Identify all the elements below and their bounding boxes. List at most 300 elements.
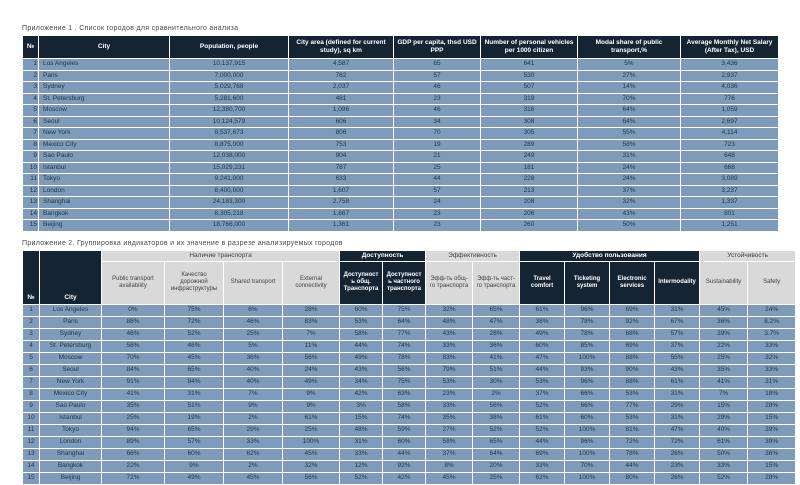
- city-name: Shanghai: [40, 448, 102, 460]
- cell: 48%: [340, 424, 383, 436]
- cell: 93%: [565, 364, 610, 376]
- cell: 77%: [610, 400, 655, 412]
- cell: 10,137,915: [170, 59, 289, 71]
- column-header: Intermodality: [655, 261, 700, 304]
- cell: 25%: [473, 472, 520, 484]
- cell: 52%: [520, 424, 565, 436]
- cell: 59%: [383, 424, 426, 436]
- column-header: Эфф-ть общ-го транспорта: [426, 261, 473, 304]
- cell: 66%: [102, 448, 165, 460]
- cell: 62%: [224, 448, 283, 460]
- column-header: Доступность частного транспорта: [383, 261, 426, 304]
- table-row: [23, 105, 779, 117]
- cell: 46: [394, 105, 481, 117]
- cell: 3,436: [681, 59, 779, 71]
- cell: 1,251: [681, 220, 779, 232]
- table-row: [23, 460, 796, 472]
- cell: 44%: [340, 340, 383, 352]
- cell: 633: [289, 174, 394, 186]
- cell: 64%: [383, 316, 426, 328]
- cell: 787: [289, 162, 394, 174]
- cell: 15%: [340, 412, 383, 424]
- cell: 53%: [610, 412, 655, 424]
- cell: 84%: [165, 376, 224, 388]
- cell: 19: [394, 139, 481, 151]
- row-number: 5: [23, 105, 39, 117]
- cell: 61%: [283, 412, 340, 424]
- table-row: [23, 388, 796, 400]
- cell: 38%: [520, 316, 565, 328]
- column-header: Safety: [748, 261, 796, 304]
- column-header: Travel comfort: [520, 261, 565, 304]
- city-name: New York: [40, 376, 102, 388]
- table-row: [23, 412, 796, 424]
- row-number: 10: [23, 162, 39, 174]
- cell: 57%: [165, 436, 224, 448]
- cell: 49%: [283, 376, 340, 388]
- cell: 0%: [102, 304, 165, 316]
- city-name: Sydney: [39, 82, 170, 94]
- cell: 72%: [610, 436, 655, 448]
- column-header: Эфф-ть част-го транспорта: [473, 261, 520, 304]
- cell: 57%: [655, 328, 700, 340]
- cell: 530: [481, 70, 578, 82]
- cell: 28%: [283, 304, 340, 316]
- row-number: 7: [23, 376, 40, 388]
- cell: 25%: [700, 352, 748, 364]
- cell: 18%: [748, 388, 796, 400]
- cell: 31%: [340, 436, 383, 448]
- cell: 58%: [383, 400, 426, 412]
- cell: 65%: [165, 424, 224, 436]
- cell: 43%: [655, 364, 700, 376]
- cell: 47%: [473, 316, 520, 328]
- cell: 12,380,700: [170, 105, 289, 117]
- cell: 33%: [426, 400, 473, 412]
- cell: 1,361: [289, 220, 394, 232]
- cell: 249: [481, 151, 578, 163]
- cell: 44%: [383, 448, 426, 460]
- cell: 15%: [748, 460, 796, 472]
- cell: 2%: [224, 412, 283, 424]
- cell: 77%: [383, 328, 426, 340]
- cell: 8,537,673: [170, 128, 289, 140]
- table-row: [23, 436, 796, 448]
- cell: 9%: [224, 400, 283, 412]
- cell: 60%: [165, 448, 224, 460]
- cell: 305: [481, 128, 578, 140]
- cell: 56%: [283, 472, 340, 484]
- cell: 39%: [748, 424, 796, 436]
- cell: 42%: [340, 388, 383, 400]
- cell: 2%: [224, 460, 283, 472]
- cell: 23%: [655, 460, 700, 472]
- row-number: 1: [23, 59, 39, 71]
- cell: 36%: [473, 340, 520, 352]
- group-header: Наличие транспорта: [102, 250, 340, 261]
- cell: 4,587: [289, 59, 394, 71]
- city-name: Tokyo: [39, 174, 170, 186]
- column-header-city: City: [40, 250, 102, 304]
- cell: 41%: [473, 352, 520, 364]
- cell: 753: [289, 139, 394, 151]
- cell: 8%: [426, 460, 473, 472]
- cell: 1,867: [289, 208, 394, 220]
- cell: 33%: [224, 436, 283, 448]
- cell: 83%: [283, 316, 340, 328]
- cell: 52%: [165, 328, 224, 340]
- cell: 23: [394, 208, 481, 220]
- cell: 723: [681, 139, 779, 151]
- cell: 56%: [283, 352, 340, 364]
- cell: 3.7%: [748, 328, 796, 340]
- cell: 84%: [102, 364, 165, 376]
- cell: 7%: [700, 388, 748, 400]
- row-number: 11: [23, 174, 39, 186]
- table-row: [23, 185, 779, 197]
- cell: 31%: [748, 376, 796, 388]
- column-header: Качество дорожной инфраструктуры: [165, 261, 224, 304]
- cell: 46: [394, 82, 481, 94]
- table-row: [23, 208, 779, 220]
- cell: 57: [394, 70, 481, 82]
- cell: 19%: [165, 412, 224, 424]
- cell: 33%: [426, 340, 473, 352]
- column-header: Number of personal vehicles per 1000 citizen: [481, 36, 578, 59]
- cell: 52%: [700, 472, 748, 484]
- cell: 5,281,600: [170, 93, 289, 105]
- cell: 25%: [102, 412, 165, 424]
- cell: 91%: [102, 376, 165, 388]
- cell: 31%: [655, 388, 700, 400]
- cell: 606: [289, 116, 394, 128]
- cell: 806: [289, 128, 394, 140]
- cell: 33%: [748, 364, 796, 376]
- cell: 70%: [102, 352, 165, 364]
- cell: 15,029,231: [170, 162, 289, 174]
- indicators-table: [22, 250, 796, 485]
- cell: 53%: [426, 376, 473, 388]
- cell: 33%: [520, 460, 565, 472]
- city-name: Beijing: [40, 472, 102, 484]
- row-number: 6: [23, 364, 40, 376]
- city-name: New York: [39, 128, 170, 140]
- cell: 85%: [565, 340, 610, 352]
- cell: 228: [481, 174, 578, 186]
- cell: 68%: [610, 328, 655, 340]
- cell: 1,096: [289, 105, 394, 117]
- table-row: [23, 128, 779, 140]
- column-header: Average Monthly Net Salary (After Tax), USD: [681, 36, 779, 59]
- cell: 34%: [340, 376, 383, 388]
- row-number: 4: [23, 340, 40, 352]
- cell: 27%: [426, 424, 473, 436]
- table-row: [23, 174, 779, 186]
- cell: 28%: [748, 472, 796, 484]
- cell: 58%: [426, 436, 473, 448]
- cell: 10,124,579: [170, 116, 289, 128]
- cell: 44%: [520, 436, 565, 448]
- table-row: [23, 352, 796, 364]
- row-number: 5: [23, 352, 40, 364]
- cities-table: [22, 35, 779, 232]
- cell: 64%: [578, 116, 681, 128]
- cell: 65%: [473, 304, 520, 316]
- cell: 801: [681, 208, 779, 220]
- cell: 31%: [655, 304, 700, 316]
- cell: 308: [481, 116, 578, 128]
- cell: 6%: [224, 304, 283, 316]
- cell: 96%: [565, 376, 610, 388]
- cell: 1,607: [289, 185, 394, 197]
- column-header: Shared transport: [224, 261, 283, 304]
- city-name: Moscow: [39, 105, 170, 117]
- cell: 72%: [102, 472, 165, 484]
- cell: 96%: [565, 436, 610, 448]
- row-number: 12: [23, 185, 39, 197]
- cell: 69%: [610, 340, 655, 352]
- cell: 26%: [655, 472, 700, 484]
- cell: 8.2%: [748, 316, 796, 328]
- cell: 52%: [340, 472, 383, 484]
- cell: 47%: [520, 352, 565, 364]
- row-number: 1: [23, 304, 40, 316]
- cell: 40%: [700, 424, 748, 436]
- cell: 316: [481, 105, 578, 117]
- cell: 15%: [748, 412, 796, 424]
- cell: 208: [481, 197, 578, 209]
- cell: 14%: [578, 82, 681, 94]
- cell: 641: [481, 59, 578, 71]
- table-row: [23, 364, 796, 376]
- cell: 41%: [102, 388, 165, 400]
- column-header: Ticketing system: [565, 261, 610, 304]
- cell: 65: [394, 59, 481, 71]
- cell: 58%: [578, 139, 681, 151]
- cell: 100%: [283, 436, 340, 448]
- slide-content: [22, 25, 798, 485]
- cell: 319: [481, 93, 578, 105]
- cell: 88%: [102, 316, 165, 328]
- cell: 2%: [473, 388, 520, 400]
- cell: 33%: [700, 460, 748, 472]
- cell: 79%: [426, 364, 473, 376]
- cell: 56%: [473, 400, 520, 412]
- group-header-row: [23, 250, 796, 261]
- cell: 12,038,000: [170, 151, 289, 163]
- row-number: 3: [23, 82, 39, 94]
- cell: 100%: [565, 352, 610, 364]
- cell: 52%: [520, 400, 565, 412]
- group-header: Устойчивость: [700, 250, 796, 261]
- cell: 37%: [520, 388, 565, 400]
- cell: 94%: [102, 424, 165, 436]
- cell: 24%: [283, 364, 340, 376]
- cell: 80%: [610, 472, 655, 484]
- cell: 74%: [383, 340, 426, 352]
- cell: 24: [394, 197, 481, 209]
- cell: 43%: [340, 364, 383, 376]
- cell: 100%: [565, 424, 610, 436]
- cell: 60%: [520, 340, 565, 352]
- cell: 36%: [700, 316, 748, 328]
- cell: 24%: [578, 174, 681, 186]
- cell: 25%: [283, 424, 340, 436]
- city-name: Shanghai: [39, 197, 170, 209]
- cell: 8,305,218: [170, 208, 289, 220]
- cell: 70%: [578, 93, 681, 105]
- column-header: Population, people: [170, 36, 289, 59]
- cell: 45%: [224, 472, 283, 484]
- cell: 48%: [426, 316, 473, 328]
- cell: 32%: [748, 352, 796, 364]
- cell: 70: [394, 128, 481, 140]
- city-name: Moscow: [40, 352, 102, 364]
- cell: 47%: [655, 424, 700, 436]
- cell: 9%: [283, 388, 340, 400]
- cell: 9%: [165, 460, 224, 472]
- table-row: [23, 472, 796, 484]
- cell: 56%: [383, 364, 426, 376]
- cell: 44%: [610, 460, 655, 472]
- cell: 67%: [655, 316, 700, 328]
- cell: 31%: [578, 151, 681, 163]
- column-header: Доступность общ. Транспорта: [340, 261, 383, 304]
- cell: 5%: [224, 340, 283, 352]
- cell: 904: [289, 151, 394, 163]
- cell: 61%: [655, 376, 700, 388]
- table-row: [23, 316, 796, 328]
- cell: 35%: [700, 364, 748, 376]
- cell: 260: [481, 220, 578, 232]
- cell: 5,029,768: [170, 82, 289, 94]
- city-name: Los Angeles: [40, 304, 102, 316]
- cell: 36%: [224, 352, 283, 364]
- cell: 72%: [165, 316, 224, 328]
- cell: 481: [289, 93, 394, 105]
- cell: 46%: [102, 328, 165, 340]
- cell: 27%: [578, 70, 681, 82]
- cell: 7%: [224, 388, 283, 400]
- table-row: [23, 400, 796, 412]
- cell: 64%: [578, 105, 681, 117]
- cell: 43%: [426, 328, 473, 340]
- row-number: 14: [23, 208, 39, 220]
- cell: 3%: [340, 400, 383, 412]
- row-number: 2: [23, 316, 40, 328]
- cell: 69%: [610, 304, 655, 316]
- cell: 53%: [520, 376, 565, 388]
- cell: 75%: [383, 304, 426, 316]
- cell: 33%: [748, 340, 796, 352]
- cell: 62%: [520, 472, 565, 484]
- row-number: 2: [23, 70, 39, 82]
- cities-table-head: [23, 36, 779, 59]
- table-row: [23, 220, 779, 232]
- cell: 53%: [340, 316, 383, 328]
- cell: 213: [481, 185, 578, 197]
- cell: 7%: [283, 328, 340, 340]
- cell: 2,937: [681, 70, 779, 82]
- cell: 46%: [165, 340, 224, 352]
- cell: 7,000,000: [170, 70, 289, 82]
- cell: 22%: [700, 340, 748, 352]
- cell: 49%: [165, 472, 224, 484]
- column-header: №: [23, 36, 39, 59]
- cell: 66%: [565, 388, 610, 400]
- table-row: [23, 139, 779, 151]
- cell: 90%: [610, 364, 655, 376]
- cell: 78%: [565, 328, 610, 340]
- cell: 58%: [102, 340, 165, 352]
- cell: 45%: [426, 472, 473, 484]
- table-row: [23, 197, 779, 209]
- cell: 37%: [578, 185, 681, 197]
- row-number: 8: [23, 388, 40, 400]
- cell: 1,059: [681, 105, 779, 117]
- cell: 8,875,000: [170, 139, 289, 151]
- cell: 53%: [610, 388, 655, 400]
- row-number: 10: [23, 412, 40, 424]
- cell: 29%: [700, 412, 748, 424]
- cell: 29%: [655, 400, 700, 412]
- cell: 762: [289, 70, 394, 82]
- cell: 60%: [340, 304, 383, 316]
- cell: 11%: [283, 340, 340, 352]
- cell: 45%: [165, 352, 224, 364]
- cell: 29%: [224, 424, 283, 436]
- cell: 46%: [224, 316, 283, 328]
- cell: 23%: [426, 388, 473, 400]
- cell: 30%: [473, 376, 520, 388]
- row-number: 11: [23, 424, 40, 436]
- cell: 78%: [383, 352, 426, 364]
- table-row: [23, 93, 779, 105]
- row-number: 3: [23, 328, 40, 340]
- row-number: 14: [23, 460, 40, 472]
- table-row: [23, 82, 779, 94]
- table-row: [23, 304, 796, 316]
- column-header: Sustainability: [700, 261, 748, 304]
- cell: 22%: [102, 460, 165, 472]
- cell: 181: [481, 162, 578, 174]
- cell: 72%: [655, 436, 700, 448]
- city-name: Mexico City: [40, 388, 102, 400]
- city-name: Paris: [39, 70, 170, 82]
- cell: 45%: [283, 448, 340, 460]
- column-header: GDP per capita, thsd USD PPP: [394, 36, 481, 59]
- cell: 45%: [700, 304, 748, 316]
- cell: 25: [394, 162, 481, 174]
- cell: 52%: [473, 424, 520, 436]
- city-name: Sao Paulo: [39, 151, 170, 163]
- city-name: Bangkok: [40, 460, 102, 472]
- table-row: [23, 116, 779, 128]
- column-header-num: №: [23, 250, 40, 304]
- table-row: [23, 151, 779, 163]
- cell: 289: [481, 139, 578, 151]
- cell: 23: [394, 220, 481, 232]
- city-name: St. Petersburg: [39, 93, 170, 105]
- cell: 63%: [383, 388, 426, 400]
- column-header: City: [39, 36, 170, 59]
- table-row: [23, 70, 779, 82]
- table-row: [23, 376, 796, 388]
- cell: 89%: [102, 436, 165, 448]
- cell: 776: [681, 93, 779, 105]
- cell: 4,036: [681, 82, 779, 94]
- cell: 40%: [224, 376, 283, 388]
